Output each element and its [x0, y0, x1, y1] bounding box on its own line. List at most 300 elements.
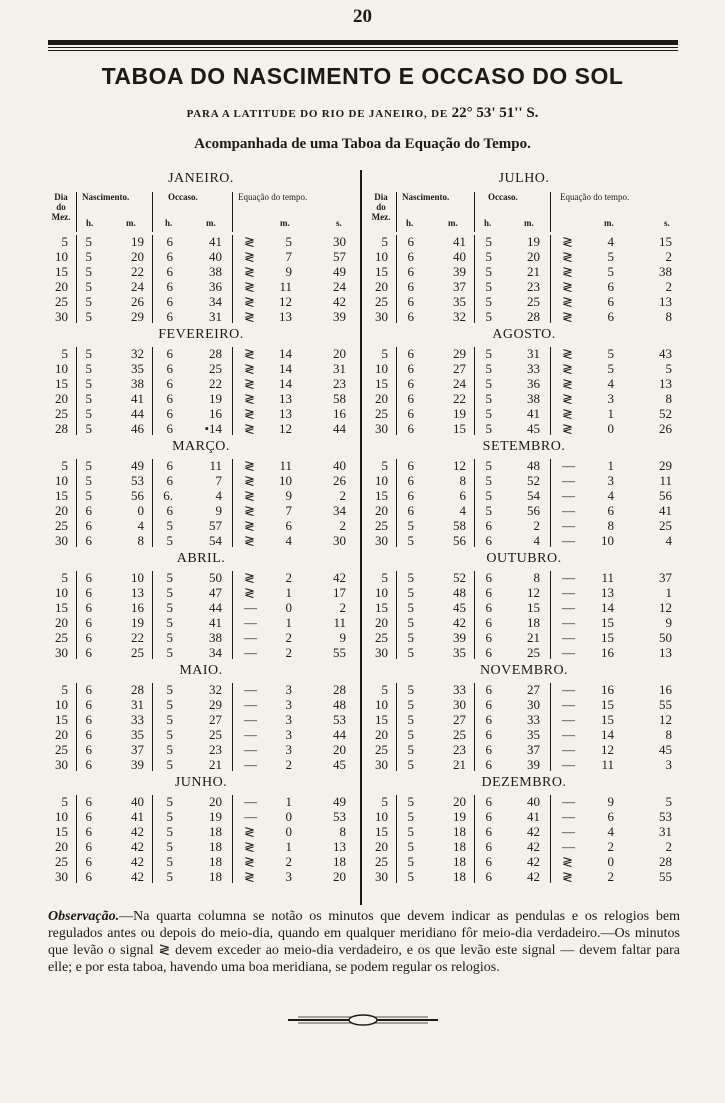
- day-cell: 20: [375, 727, 388, 742]
- equation-minute-cell: 14: [601, 600, 614, 615]
- observation-note: [48, 908, 680, 976]
- sunset-minute-cell: 16: [209, 406, 222, 421]
- month-title: SETEMBRO.: [482, 439, 566, 454]
- sunrise-minute-cell: 45: [453, 600, 466, 615]
- sunrise-hour-cell: 6: [407, 361, 414, 376]
- column-rule: [232, 192, 233, 232]
- column-rule: [152, 795, 153, 883]
- sunset-hour-cell: 6: [166, 458, 173, 473]
- header-h: h.: [484, 218, 492, 228]
- header-eq-s: s.: [336, 218, 342, 228]
- table-row: [48, 249, 354, 264]
- equation-second-cell: 13: [333, 839, 346, 854]
- equation-sign-cell: —: [562, 600, 575, 615]
- day-cell: 10: [375, 585, 388, 600]
- sunset-minute-cell: 32: [209, 682, 222, 697]
- sunset-hour-cell: 6: [485, 697, 492, 712]
- header-occaso: Occaso.: [488, 192, 518, 202]
- equation-second-cell: 37: [659, 570, 672, 585]
- header-m: m.: [448, 218, 458, 228]
- sunset-hour-cell: 5: [166, 824, 173, 839]
- equation-second-cell: 58: [333, 391, 346, 406]
- day-cell: 5: [61, 458, 68, 473]
- equation-minute-cell: 15: [601, 615, 614, 630]
- sunset-hour-cell: 6: [485, 682, 492, 697]
- column-rule: [474, 347, 475, 435]
- equation-second-cell: 48: [333, 697, 346, 712]
- sunrise-minute-cell: 49: [131, 458, 144, 473]
- sunrise-minute-cell: 35: [131, 727, 144, 742]
- day-cell: 10: [55, 249, 68, 264]
- page-subtitle: Acompanhada de uma Taboa da Equação do Tempo.: [194, 136, 531, 152]
- equation-minute-cell: 14: [279, 346, 292, 361]
- day-cell: 30: [55, 645, 68, 660]
- table-row: [368, 742, 680, 757]
- equation-minute-cell: 1: [285, 794, 292, 809]
- header-nascimento: Nascimento.: [402, 192, 450, 202]
- equation-second-cell: 45: [333, 757, 346, 772]
- sunset-minute-cell: 33: [527, 712, 540, 727]
- sunrise-hour-cell: 6: [85, 757, 92, 772]
- sunset-minute-cell: 41: [527, 809, 540, 824]
- day-cell: 15: [55, 376, 68, 391]
- equation-sign-cell: —: [562, 570, 575, 585]
- equation-sign-cell: ≷: [244, 824, 255, 839]
- sunset-hour-cell: 6: [485, 585, 492, 600]
- header-occaso: Occaso.: [168, 192, 198, 202]
- sunset-minute-cell: 30: [527, 697, 540, 712]
- header-eq-m: m.: [280, 218, 290, 228]
- column-rule: [474, 235, 475, 323]
- equation-minute-cell: 11: [279, 279, 292, 294]
- sunset-minute-cell: 25: [209, 361, 222, 376]
- table-row: [368, 391, 680, 406]
- equation-second-cell: 44: [333, 727, 346, 742]
- day-cell: 10: [375, 473, 388, 488]
- month-rows: [368, 458, 680, 548]
- sunset-hour-cell: 6: [485, 630, 492, 645]
- sunset-hour-cell: 5: [166, 809, 173, 824]
- equation-minute-cell: 4: [285, 533, 292, 548]
- table-row: [48, 600, 354, 615]
- sunrise-hour-cell: 5: [407, 794, 414, 809]
- sunset-minute-cell: 54: [527, 488, 540, 503]
- equation-second-cell: 8: [665, 309, 672, 324]
- sunrise-minute-cell: 56: [453, 533, 466, 548]
- sunrise-hour-cell: 5: [85, 458, 92, 473]
- table-row: [48, 391, 354, 406]
- sunset-hour-cell: 5: [485, 361, 492, 376]
- equation-second-cell: 2: [339, 600, 346, 615]
- day-cell: 5: [381, 458, 388, 473]
- column-rule: [396, 683, 397, 771]
- equation-minute-cell: 4: [607, 234, 614, 249]
- sunrise-hour-cell: 6: [85, 824, 92, 839]
- sunrise-minute-cell: 29: [453, 346, 466, 361]
- column-rule: [474, 192, 475, 232]
- equation-minute-cell: 9: [607, 794, 614, 809]
- sunset-hour-cell: 5: [166, 570, 173, 585]
- sunset-hour-cell: 5: [166, 839, 173, 854]
- table-row: [368, 712, 680, 727]
- equation-second-cell: 2: [339, 518, 346, 533]
- equation-second-cell: 39: [333, 309, 346, 324]
- day-cell: 10: [375, 809, 388, 824]
- equation-minute-cell: 6: [607, 279, 614, 294]
- sunrise-minute-cell: 22: [453, 391, 466, 406]
- table-row: [48, 346, 354, 361]
- sunset-hour-cell: 6: [485, 854, 492, 869]
- equation-sign-cell: —: [562, 645, 575, 660]
- day-cell: 10: [375, 249, 388, 264]
- equation-second-cell: 57: [333, 249, 346, 264]
- column-rule: [550, 347, 551, 435]
- sunset-minute-cell: 25: [527, 294, 540, 309]
- column-rule: [550, 235, 551, 323]
- table-row: [368, 839, 680, 854]
- column-rule: [396, 347, 397, 435]
- sunset-hour-cell: 6: [166, 279, 173, 294]
- sunrise-hour-cell: 6: [407, 503, 414, 518]
- equation-minute-cell: 2: [285, 630, 292, 645]
- sunrise-hour-cell: 5: [407, 727, 414, 742]
- equation-sign-cell: ≷: [562, 294, 573, 309]
- equation-second-cell: 20: [333, 742, 346, 757]
- column-rule: [550, 795, 551, 883]
- equation-sign-cell: —: [244, 794, 257, 809]
- equation-second-cell: 50: [659, 630, 672, 645]
- table-row: [48, 645, 354, 660]
- table-row: [368, 824, 680, 839]
- sunset-hour-cell: 5: [485, 294, 492, 309]
- day-cell: 15: [375, 824, 388, 839]
- day-cell: 25: [375, 518, 388, 533]
- header-m: m.: [524, 218, 534, 228]
- table-row: [368, 682, 680, 697]
- sunrise-hour-cell: 6: [85, 600, 92, 615]
- column-rule: [550, 571, 551, 659]
- equation-second-cell: 13: [659, 376, 672, 391]
- month-block: [368, 660, 680, 772]
- month-block: [368, 772, 680, 884]
- equation-sign-cell: —: [562, 794, 575, 809]
- month-title: AGOSTO.: [492, 327, 556, 342]
- sunrise-minute-cell: 16: [131, 600, 144, 615]
- day-cell: 20: [375, 391, 388, 406]
- equation-second-cell: 15: [659, 234, 672, 249]
- sunrise-hour-cell: 5: [407, 585, 414, 600]
- equation-minute-cell: 15: [601, 630, 614, 645]
- equation-sign-cell: ≷: [244, 406, 255, 421]
- day-cell: 20: [375, 615, 388, 630]
- sunrise-hour-cell: 5: [407, 809, 414, 824]
- sunset-minute-cell: 42: [527, 839, 540, 854]
- column-rule: [474, 459, 475, 547]
- sunset-minute-cell: 4: [533, 533, 540, 548]
- table-row: [368, 294, 680, 309]
- month-rows: [368, 570, 680, 660]
- equation-sign-cell: —: [244, 757, 257, 772]
- sunrise-minute-cell: 19: [453, 406, 466, 421]
- table-row: [368, 869, 680, 884]
- sunrise-hour-cell: 5: [407, 697, 414, 712]
- equation-minute-cell: 15: [601, 697, 614, 712]
- sunrise-minute-cell: 26: [131, 294, 144, 309]
- equation-sign-cell: —: [562, 518, 575, 533]
- equation-sign-cell: ≷: [562, 234, 573, 249]
- sunset-minute-cell: 2: [533, 518, 540, 533]
- month-rows: [368, 794, 680, 884]
- column-rule: [76, 459, 77, 547]
- month-rows: [48, 794, 354, 884]
- equation-sign-cell: —: [562, 712, 575, 727]
- sunrise-minute-cell: 24: [131, 279, 144, 294]
- equation-second-cell: 31: [659, 824, 672, 839]
- sunset-minute-cell: 36: [527, 376, 540, 391]
- month-title: FEVEREIRO.: [158, 327, 244, 342]
- equation-sign-cell: ≷: [562, 361, 573, 376]
- sunrise-minute-cell: 41: [453, 234, 466, 249]
- sunrise-hour-cell: 6: [85, 645, 92, 660]
- month-rows: [368, 682, 680, 772]
- sunset-minute-cell: 18: [209, 854, 222, 869]
- column-rule: [152, 192, 153, 232]
- equation-minute-cell: 3: [285, 697, 292, 712]
- table-row: [48, 518, 354, 533]
- sunset-hour-cell: 6: [166, 346, 173, 361]
- sunset-minute-cell: 38: [527, 391, 540, 406]
- sunrise-minute-cell: 32: [131, 346, 144, 361]
- sunrise-hour-cell: 6: [85, 839, 92, 854]
- month-block: [48, 772, 354, 884]
- sunset-minute-cell: 25: [209, 727, 222, 742]
- equation-second-cell: 4: [665, 533, 672, 548]
- month-title: JANEIRO.: [168, 171, 234, 186]
- column-rule: [76, 192, 77, 232]
- sunset-hour-cell: 6: [166, 294, 173, 309]
- table-row: [368, 458, 680, 473]
- header-h: h.: [86, 218, 94, 228]
- header-dia: Dia do Mez.: [51, 192, 71, 222]
- sunrise-minute-cell: 35: [453, 294, 466, 309]
- equation-minute-cell: 3: [607, 473, 614, 488]
- table-row: [48, 488, 354, 503]
- column-rule: [76, 795, 77, 883]
- equation-minute-cell: 4: [607, 488, 614, 503]
- equation-minute-cell: 2: [285, 645, 292, 660]
- equation-second-cell: 20: [333, 346, 346, 361]
- sunrise-minute-cell: 32: [453, 309, 466, 324]
- sunrise-minute-cell: 25: [453, 727, 466, 742]
- sunset-hour-cell: 5: [166, 697, 173, 712]
- sunrise-hour-cell: 6: [85, 503, 92, 518]
- sunrise-minute-cell: 20: [131, 249, 144, 264]
- equation-minute-cell: 3: [285, 742, 292, 757]
- sunset-hour-cell: 5: [166, 518, 173, 533]
- column-rule: [550, 459, 551, 547]
- sunset-minute-cell: 12: [527, 585, 540, 600]
- header-dia: Dia do Mez.: [371, 192, 391, 222]
- sunset-minute-cell: 20: [527, 249, 540, 264]
- day-cell: 10: [375, 361, 388, 376]
- sunset-hour-cell: 5: [166, 757, 173, 772]
- sunset-minute-cell: 42: [527, 869, 540, 884]
- latitude-line: [0, 105, 725, 122]
- month-title: JULHO.: [498, 171, 550, 186]
- equation-sign-cell: —: [562, 473, 575, 488]
- latitude-value: 22° 53' 51'' S.: [451, 105, 539, 121]
- header-nascimento: Nascimento.: [82, 192, 130, 202]
- header-h: h.: [406, 218, 414, 228]
- sunset-minute-cell: 21: [527, 264, 540, 279]
- equation-minute-cell: 12: [279, 294, 292, 309]
- sunset-minute-cell: 15: [527, 600, 540, 615]
- month-block: [368, 436, 680, 548]
- day-cell: 30: [55, 869, 68, 884]
- equation-minute-cell: 14: [279, 376, 292, 391]
- sunset-hour-cell: 5: [166, 794, 173, 809]
- sunrise-hour-cell: 6: [85, 727, 92, 742]
- equation-minute-cell: 10: [279, 473, 292, 488]
- equation-second-cell: 2: [665, 839, 672, 854]
- sunset-hour-cell: 6: [166, 249, 173, 264]
- sunrise-hour-cell: 5: [85, 473, 92, 488]
- sunrise-hour-cell: 5: [85, 309, 92, 324]
- equation-second-cell: 17: [333, 585, 346, 600]
- sunrise-minute-cell: 42: [453, 615, 466, 630]
- sunset-minute-cell: 19: [209, 391, 222, 406]
- equation-second-cell: 30: [333, 234, 346, 249]
- sunrise-hour-cell: 5: [85, 279, 92, 294]
- table-row: [48, 824, 354, 839]
- equation-minute-cell: 2: [285, 854, 292, 869]
- sunset-minute-cell: 21: [527, 630, 540, 645]
- sunrise-hour-cell: 5: [407, 533, 414, 548]
- equation-sign-cell: ≷: [244, 839, 255, 854]
- sunset-hour-cell: 5: [166, 585, 173, 600]
- equation-sign-cell: —: [244, 809, 257, 824]
- equation-second-cell: 11: [333, 615, 346, 630]
- sunrise-minute-cell: 48: [453, 585, 466, 600]
- sunrise-hour-cell: 6: [407, 309, 414, 324]
- sunrise-minute-cell: 33: [453, 682, 466, 697]
- day-cell: 10: [55, 361, 68, 376]
- equation-second-cell: 55: [659, 697, 672, 712]
- sunrise-minute-cell: 21: [453, 757, 466, 772]
- column-rule: [152, 347, 153, 435]
- equation-sign-cell: —: [562, 533, 575, 548]
- table-row: [48, 630, 354, 645]
- table-row: [48, 406, 354, 421]
- table-row: [48, 757, 354, 772]
- sunset-minute-cell: 27: [527, 682, 540, 697]
- equation-sign-cell: ≷: [244, 473, 255, 488]
- header-eq-s: s.: [664, 218, 670, 228]
- sunrise-minute-cell: 33: [131, 712, 144, 727]
- equation-minute-cell: 7: [285, 249, 292, 264]
- sunrise-minute-cell: 41: [131, 391, 144, 406]
- day-cell: 20: [55, 503, 68, 518]
- sunset-minute-cell: 48: [527, 458, 540, 473]
- sunrise-minute-cell: 18: [453, 824, 466, 839]
- day-cell: 25: [375, 630, 388, 645]
- equation-second-cell: 38: [659, 264, 672, 279]
- day-cell: 25: [375, 294, 388, 309]
- sunrise-hour-cell: 5: [407, 869, 414, 884]
- sunrise-minute-cell: 22: [131, 630, 144, 645]
- equation-sign-cell: —: [562, 757, 575, 772]
- equation-sign-cell: ≷: [562, 854, 573, 869]
- equation-sign-cell: ≷: [244, 376, 255, 391]
- sunset-hour-cell: 6: [485, 518, 492, 533]
- sunrise-hour-cell: 5: [85, 234, 92, 249]
- sunrise-hour-cell: 6: [407, 421, 414, 436]
- table-row: [48, 697, 354, 712]
- equation-minute-cell: 14: [601, 727, 614, 742]
- sunrise-minute-cell: 18: [453, 854, 466, 869]
- table-row: [368, 630, 680, 645]
- sunset-hour-cell: 5: [166, 645, 173, 660]
- day-cell: 5: [61, 346, 68, 361]
- sunset-minute-cell: 56: [527, 503, 540, 518]
- column-rule: [232, 683, 233, 771]
- sunset-hour-cell: 5: [485, 488, 492, 503]
- equation-minute-cell: 3: [285, 869, 292, 884]
- sunrise-minute-cell: 19: [453, 809, 466, 824]
- equation-minute-cell: 6: [607, 294, 614, 309]
- equation-sign-cell: —: [562, 615, 575, 630]
- sunset-minute-cell: 23: [527, 279, 540, 294]
- column-rule: [76, 571, 77, 659]
- month-block: [48, 436, 354, 548]
- column-rule: [152, 235, 153, 323]
- equation-minute-cell: 5: [607, 361, 614, 376]
- page-title: TABOA DO NASCIMENTO E OCCASO DO SOL: [101, 63, 624, 89]
- table-row: [48, 376, 354, 391]
- equation-minute-cell: 11: [601, 570, 614, 585]
- equation-minute-cell: 2: [285, 757, 292, 772]
- day-cell: 20: [55, 391, 68, 406]
- sunset-hour-cell: 6: [485, 794, 492, 809]
- sunset-hour-cell: 5: [166, 727, 173, 742]
- sunrise-hour-cell: 6: [85, 630, 92, 645]
- sunrise-hour-cell: 6: [85, 742, 92, 757]
- month-rows: [368, 346, 680, 436]
- header-h: h.: [165, 218, 173, 228]
- sunrise-minute-cell: 35: [131, 361, 144, 376]
- sunset-minute-cell: 28: [527, 309, 540, 324]
- table-row: [48, 712, 354, 727]
- sunset-hour-cell: 5: [485, 264, 492, 279]
- day-cell: 15: [55, 600, 68, 615]
- sunrise-minute-cell: 56: [131, 488, 144, 503]
- sunrise-minute-cell: 35: [453, 645, 466, 660]
- sunrise-minute-cell: 29: [131, 309, 144, 324]
- table-row: [48, 234, 354, 249]
- equation-minute-cell: 5: [607, 249, 614, 264]
- day-cell: 25: [55, 518, 68, 533]
- equation-second-cell: 49: [333, 264, 346, 279]
- equation-minute-cell: 13: [279, 309, 292, 324]
- day-cell: 5: [61, 234, 68, 249]
- equation-sign-cell: ≷: [244, 533, 255, 548]
- column-rule: [76, 235, 77, 323]
- header-equacao: Equação do tempo.: [560, 192, 630, 202]
- equation-second-cell: 28: [659, 854, 672, 869]
- equation-sign-cell: —: [244, 727, 257, 742]
- equation-second-cell: 53: [333, 712, 346, 727]
- sunrise-minute-cell: 8: [459, 473, 466, 488]
